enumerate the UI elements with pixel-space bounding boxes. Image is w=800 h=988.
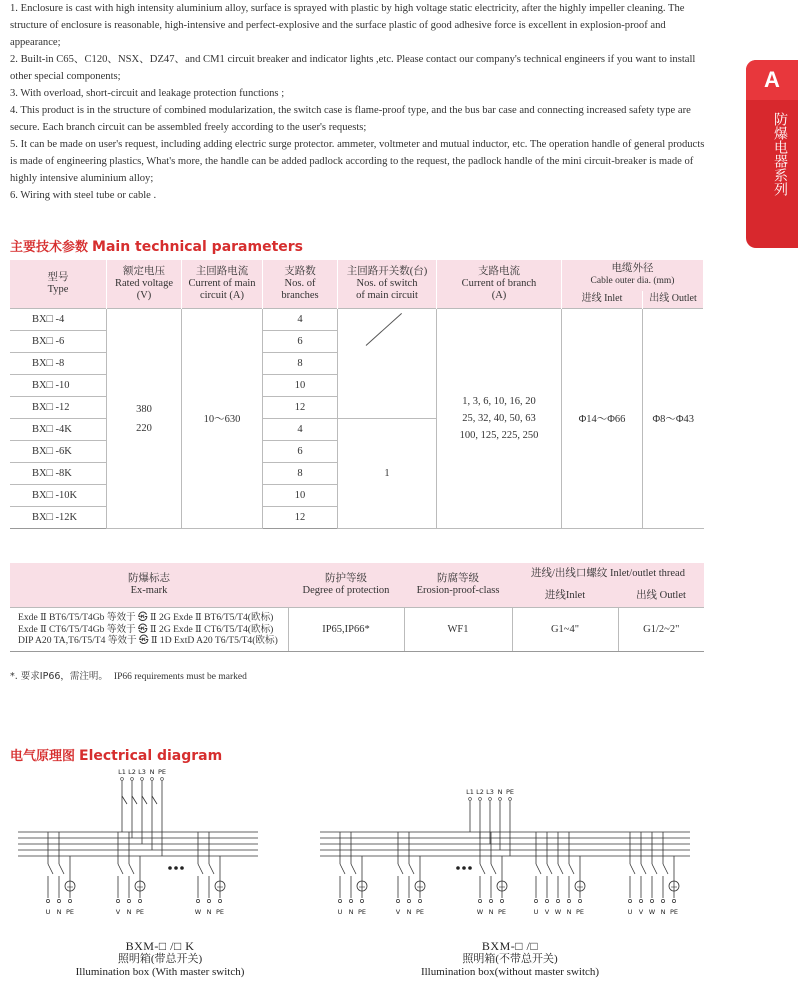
- ellipsis-dot: [468, 866, 472, 870]
- feature-item: 3. With overload, short-circuit and leakage protection functions ;: [10, 88, 285, 99]
- feature-list: [10, 0, 710, 204]
- terminal-label: PE: [357, 908, 367, 916]
- breaker-contact: [630, 864, 635, 874]
- breaker-contact: [351, 864, 356, 874]
- cell-branches: 6: [263, 331, 338, 353]
- th-voltage: 额定电压 Rated voltage (V): [107, 260, 182, 309]
- terminal-label: V: [115, 908, 121, 916]
- bus-label: PE: [157, 768, 167, 776]
- terminal: [639, 899, 642, 902]
- ip66-note: [10, 668, 247, 682]
- th-corrosion: 防腐等级 Erosion-proof-class: [404, 563, 512, 608]
- terminal: [127, 899, 130, 902]
- terminal-label: V: [638, 908, 644, 916]
- terminal: [131, 778, 134, 781]
- terminal-label: PE: [575, 908, 585, 916]
- terminal: [479, 798, 482, 801]
- breaker-contact: [480, 864, 485, 874]
- breaker-contact: [209, 864, 214, 874]
- terminal: [567, 899, 570, 902]
- terminal: [151, 778, 154, 781]
- breaker-contact: [340, 864, 345, 874]
- cell-branches: 4: [263, 309, 338, 331]
- cell-branches: 8: [263, 463, 338, 485]
- cell-type: BX□ -12: [10, 397, 107, 419]
- caption-model: BXM-□ /□ K: [125, 939, 195, 953]
- terminal: [489, 899, 492, 902]
- category-label: 防爆电器系列: [772, 112, 788, 196]
- terminal-label: U: [337, 908, 343, 916]
- cell-branches: 8: [263, 353, 338, 375]
- cell-protection: IP65,IP66*: [288, 608, 404, 652]
- table-row: [10, 608, 704, 652]
- terminal: [469, 798, 472, 801]
- bus-label: L3: [138, 768, 146, 776]
- cell-type: BX□ -4K: [10, 419, 107, 441]
- master-switch-contact: [132, 796, 137, 804]
- bus-label: N: [497, 788, 503, 796]
- terminal: [556, 899, 559, 902]
- bus-label: L2: [476, 788, 484, 796]
- th-branch-current: 支路电流 Current of branch (A): [437, 260, 562, 309]
- breaker-contact: [652, 864, 657, 874]
- section-title-en: Main technical parameters: [92, 239, 303, 255]
- cell-voltage: 380 220: [107, 309, 182, 529]
- terminal: [116, 899, 119, 902]
- exmark-table: [10, 563, 704, 652]
- th-protection: 防护等级 Degree of protection: [288, 563, 404, 608]
- category-letter: A: [746, 60, 798, 100]
- terminal-label: V: [395, 908, 401, 916]
- terminal: [57, 899, 60, 902]
- terminal: [534, 899, 537, 902]
- cell-inlet: Φ14～Φ66: [562, 309, 643, 529]
- cell-branches: 6: [263, 441, 338, 463]
- note-en: IP66 requirements must be marked: [113, 672, 247, 682]
- cell-type: BX□ -10: [10, 375, 107, 397]
- electrical-diagram: [0, 760, 800, 930]
- terminal-label: PE: [669, 908, 679, 916]
- breaker-contact: [547, 864, 552, 874]
- bus-label: PE: [505, 788, 515, 796]
- cell-exmark: Exde Ⅱ BT6/T5/T4Gb 等效于 ㉿ Ⅱ 2G Exde Ⅱ BT6/T5/T4(欧标) Exde Ⅱ CT6/T5/T4Gb 等效于 ㉿ Ⅱ 2G Exde Ⅱ CT6/T5/T4(欧标) DIP A20 TA,T6/T5/T4 等效于 ㉿ Ⅱ 1D ExtD A20 T6/T5/T4(欧标): [10, 608, 288, 652]
- terminal-label: U: [45, 908, 51, 916]
- cell-type: BX□ -8K: [10, 463, 107, 485]
- cell-type: BX□ -10K: [10, 485, 107, 507]
- section-title-zh: 主要技术参数: [10, 240, 89, 255]
- slash-mark: [366, 313, 402, 346]
- cell-thread-inlet: G1~4": [512, 608, 618, 652]
- note-zh: *. 要求IP66，需注明。: [10, 671, 108, 682]
- th-thread-outlet: 出线 Outlet: [618, 585, 704, 608]
- th-thread: 进线/出线口螺纹 Inlet/outlet thread: [512, 563, 704, 585]
- th-inlet: 进线 Inlet: [562, 291, 643, 309]
- cell-branch-current: 1, 3, 6, 10, 16, 20 25, 32, 40, 50, 63 100, 125, 225, 250: [437, 309, 562, 529]
- terminal: [121, 778, 124, 781]
- cell-type: BX□ -4: [10, 309, 107, 331]
- section-title-params: [10, 236, 303, 255]
- bus-label: L2: [128, 768, 136, 776]
- terminal: [349, 899, 352, 902]
- breaker-contact: [641, 864, 646, 874]
- cell-branches: 10: [263, 485, 338, 507]
- terminal-label: N: [348, 908, 354, 916]
- terminal: [218, 899, 221, 902]
- th-cable: 电缆外径 Cable outer dia. (mm): [562, 260, 704, 291]
- master-switch-contact: [152, 796, 157, 804]
- terminal-label: N: [660, 908, 666, 916]
- terminal: [46, 899, 49, 902]
- cell-branches: 12: [263, 507, 338, 529]
- bus-label: L1: [466, 788, 474, 796]
- breaker-contact: [569, 864, 574, 874]
- cell-branches: 4: [263, 419, 338, 441]
- bus-label: N: [149, 768, 155, 776]
- section-title-zh: 电气原理图: [10, 749, 76, 764]
- breaker-contact: [48, 864, 53, 874]
- cell-switch-none: [338, 309, 437, 419]
- th-switch: 主回路开关数(台) Nos. of switch of main circuit: [338, 260, 437, 309]
- diagram-without-master-switch: [320, 788, 690, 916]
- terminal: [650, 899, 653, 902]
- terminal: [360, 899, 363, 902]
- terminal-label: N: [206, 908, 212, 916]
- cell-switch-k: 1: [338, 419, 437, 529]
- cell-type: BX□ -8: [10, 353, 107, 375]
- cell-corrosion: WF1: [404, 608, 512, 652]
- breaker-contact: [558, 864, 563, 874]
- caption-en: Illumination box (With master switch): [75, 966, 245, 978]
- terminal: [138, 899, 141, 902]
- terminal: [161, 778, 164, 781]
- terminal-label: PE: [215, 908, 225, 916]
- th-branches: 支路数 Nos. of branches: [263, 260, 338, 309]
- cell-main-current: 10～630: [182, 309, 263, 529]
- terminal: [672, 899, 675, 902]
- feature-item: 6. Wiring with steel tube or cable .: [10, 190, 157, 201]
- terminal-label: PE: [135, 908, 145, 916]
- terminal-label: N: [126, 908, 132, 916]
- terminal: [661, 899, 664, 902]
- ellipsis-dot: [168, 866, 172, 870]
- cell-type: BX□ -6K: [10, 441, 107, 463]
- params-table: [10, 260, 704, 529]
- cell-outlet: Φ8～Φ43: [643, 309, 704, 529]
- terminal-label: PE: [415, 908, 425, 916]
- master-switch-contact: [122, 796, 127, 804]
- th-type: 型号 Type: [10, 260, 107, 309]
- terminal-label: W: [648, 908, 656, 916]
- caption-zh: 照明箱(不带总开关): [462, 953, 558, 965]
- terminal: [509, 798, 512, 801]
- breaker-contact: [398, 864, 403, 874]
- terminal: [545, 899, 548, 902]
- terminal-label: PE: [65, 908, 75, 916]
- caption-en: Illumination box(without master switch): [420, 966, 600, 978]
- diagram-with-master-switch: [18, 768, 258, 916]
- terminal: [578, 899, 581, 902]
- terminal-label: PE: [497, 908, 507, 916]
- terminal-label: N: [566, 908, 572, 916]
- breaker-contact: [536, 864, 541, 874]
- ellipsis-dot: [456, 866, 460, 870]
- feature-item: 2. Built-in C65、C120、NSX、DZ47、and CM1 circuit breaker and indicator lights ,etc. Please contact our company's technical engineers if you want to install other special components;: [10, 54, 696, 82]
- terminal: [338, 899, 341, 902]
- terminal: [418, 899, 421, 902]
- terminal: [196, 899, 199, 902]
- breaker-contact: [198, 864, 203, 874]
- breaker-contact: [663, 864, 668, 874]
- breaker-contact: [409, 864, 414, 874]
- section-title-en: Electrical diagram: [79, 748, 223, 764]
- category-tab[interactable]: [746, 60, 798, 248]
- ellipsis-dot: [180, 866, 184, 870]
- breaker-contact: [118, 864, 123, 874]
- terminal-label: W: [476, 908, 484, 916]
- terminal: [407, 899, 410, 902]
- caption-right: [380, 940, 640, 979]
- terminal-label: N: [56, 908, 62, 916]
- caption-left: [30, 940, 290, 979]
- terminal-label: W: [554, 908, 562, 916]
- ellipsis-dot: [174, 866, 178, 870]
- th-outlet: 出线 Outlet: [643, 291, 704, 309]
- terminal-label: W: [194, 908, 202, 916]
- th-exmark: 防爆标志 Ex-mark: [10, 563, 288, 608]
- feature-item: 1. Enclosure is cast with high intensity aluminium alloy, surface is sprayed with plastic by high voltage static electricity, after the highly impeller cleaning. The structure of enclosure is reasonable, high-intensive and perfect-explosive and the surface plastic of good adhesive force is excellent in explosion-proof and appearance;: [10, 3, 685, 48]
- terminal: [68, 899, 71, 902]
- terminal: [628, 899, 631, 902]
- bus-label: L3: [486, 788, 494, 796]
- terminal: [396, 899, 399, 902]
- cell-thread-outlet: G1/2~2": [618, 608, 704, 652]
- breaker-contact: [491, 864, 496, 874]
- cell-branches: 10: [263, 375, 338, 397]
- terminal: [499, 798, 502, 801]
- terminal: [207, 899, 210, 902]
- cell-type: BX□ -6: [10, 331, 107, 353]
- terminal: [478, 899, 481, 902]
- cell-branches: 12: [263, 397, 338, 419]
- breaker-contact: [59, 864, 64, 874]
- terminal: [141, 778, 144, 781]
- th-main-current: 主回路电流 Current of main circuit (A): [182, 260, 263, 309]
- terminal-label: U: [533, 908, 539, 916]
- th-thread-inlet: 进线Inlet: [512, 585, 618, 608]
- terminal-label: V: [544, 908, 550, 916]
- table-row: [10, 309, 704, 331]
- ellipsis-dot: [462, 866, 466, 870]
- cell-type: BX□ -12K: [10, 507, 107, 529]
- terminal-label: N: [406, 908, 412, 916]
- feature-item: 4. This product is in the structure of combined modularization, the switch case is flame-proof type, and the bus bar case and connecting increased safety type are secure. Each branch circuit can be assembled freely according to the user's requests;: [10, 105, 691, 133]
- breaker-contact: [129, 864, 134, 874]
- feature-item: 5. It can be made on user's request, including adding electric surge protector. ammeter, voltmeter and mutual inductor, etc. The operation handle of general products is made of engineering plastics, What's more, the handle can be added padlock according to the request, the padlock handle of the mini circuit-breaker is made of highly intensive aluminium alloy;: [10, 139, 705, 184]
- terminal: [489, 798, 492, 801]
- master-switch-contact: [142, 796, 147, 804]
- caption-zh: 照明箱(带总开关): [117, 953, 203, 965]
- terminal-label: U: [627, 908, 633, 916]
- terminal: [500, 899, 503, 902]
- caption-model: BXM-□ /□: [481, 939, 539, 953]
- terminal-label: N: [488, 908, 494, 916]
- bus-label: L1: [118, 768, 126, 776]
